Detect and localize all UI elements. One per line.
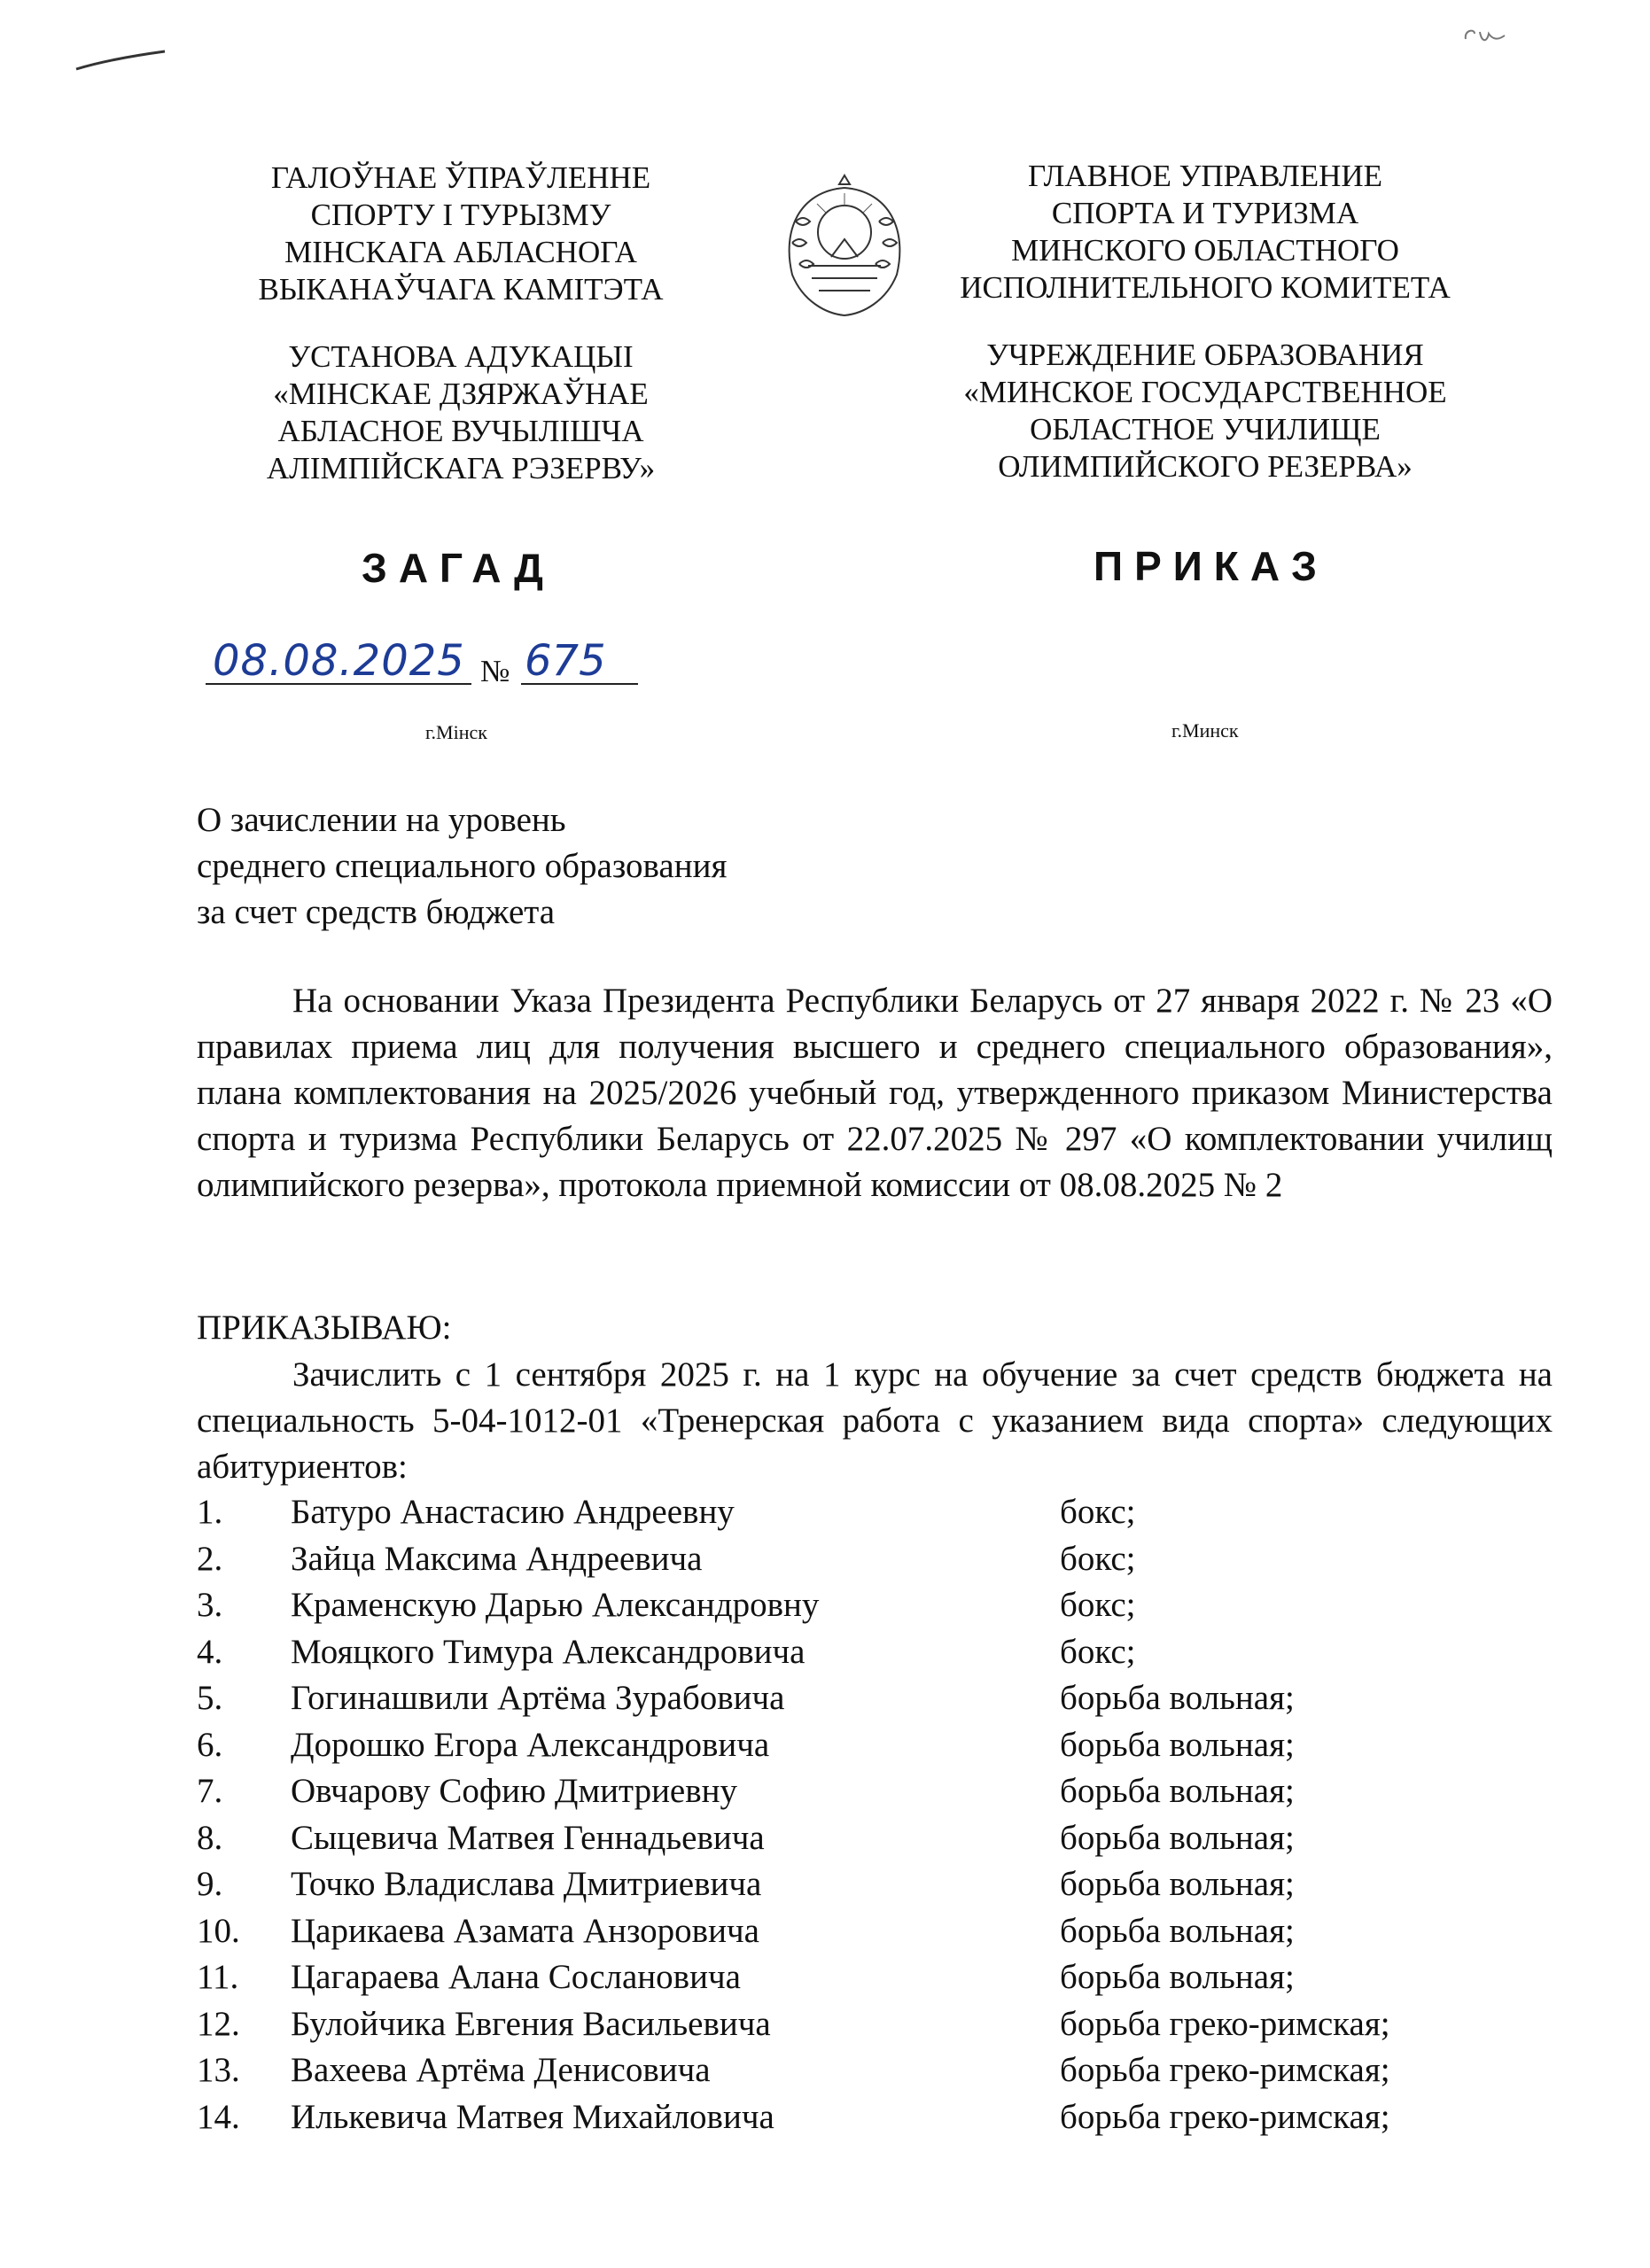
item-number: 2. (197, 1539, 223, 1578)
item-number: 11. (197, 1958, 239, 1996)
subject-line: за счет средств бюджета (197, 893, 556, 931)
order-title-belarusian: ЗАГАД (362, 545, 555, 591)
sport-name: бокс; (1060, 1539, 1136, 1578)
student-name: Цагараева Алана Сослановича (291, 1958, 741, 1996)
order-date-handwritten: 08.08.2025 (213, 636, 465, 686)
student-name: Булойчика Евгения Васильевича (291, 2004, 771, 2043)
header-line: ОЛИМПИЙСКОГО РЕЗЕРВА» (998, 449, 1413, 484)
order-title-russian: ПРИКАЗ (1094, 543, 1328, 589)
order-subject (197, 797, 727, 936)
student-name: Сыцевича Матвея Геннадьевича (291, 1818, 765, 1857)
sport-name: борьба греко-римская; (1060, 2004, 1390, 2043)
order-number-handwritten: 675 (525, 636, 606, 686)
header-line: СПОРТА И ТУРИЗМА (1051, 196, 1359, 230)
item-number: 7. (197, 1772, 223, 1810)
header-line: УСТАНОВА АДУКАЦЫІ (288, 339, 634, 374)
number-sign: № (480, 654, 510, 688)
item-number: 12. (197, 2004, 240, 2043)
sport-name: борьба вольная; (1060, 1818, 1295, 1857)
header-line: МИНСКОГО ОБЛАСТНОГО (1011, 233, 1399, 268)
header-line: ИСПОЛНИТЕЛЬНОГО КОМИТЕТА (960, 270, 1451, 305)
sport-name: борьба вольная; (1060, 1958, 1295, 1996)
student-name: Зайца Максима Андреевича (291, 1539, 703, 1578)
student-name: Краменскую Дарью Александровну (291, 1586, 820, 1624)
student-name: Овчарову Софию Дмитриевну (291, 1772, 738, 1810)
sport-name: борьба вольная; (1060, 1679, 1295, 1717)
header-line: ВЫКАНАЎЧАГА КАМІТЭТА (258, 272, 664, 307)
sport-name: борьба греко-римская; (1060, 2097, 1390, 2136)
header-line: «МИНСКОЕ ГОСУДАРСТВЕННОЕ (963, 375, 1447, 409)
header-line: ОБЛАСТНОЕ УЧИЛИЩЕ (1030, 412, 1381, 447)
sport-name: борьба вольная; (1060, 1911, 1295, 1950)
subject-line: О зачислении на уровень (197, 801, 566, 839)
item-number: 6. (197, 1725, 223, 1764)
sport-name: борьба греко-римская; (1060, 2051, 1390, 2089)
item-number: 3. (197, 1586, 223, 1624)
basis-paragraph: На основании Указа Президента Республики Беларусь от 27 января 2022 г. № 23 «О правилах приема лиц для получения высшего и среднего специального образования», плана комплектования на 2025/2026 учебный год, утвержденного приказом Министерства спорта и туризма Республики Беларусь от 22.07.2025 № 297 «О комплектовании училищ олимпийского резерва», протокола приемной комиссии от 08.08.2025 № 2 (197, 982, 1553, 1204)
header-line: ГЛАВНОЕ УПРАВЛЕНИЕ (1027, 159, 1383, 193)
student-name: Гогинашвили Артёма Зурабовича (291, 1679, 785, 1717)
sport-name: бокс; (1060, 1632, 1136, 1671)
issuer-block-belarusian (222, 159, 700, 308)
header-line: УЧРЕЖДЕНИЕ ОБРАЗОВАНИЯ (986, 338, 1424, 372)
header-line: АБЛАСНОЕ ВУЧЫЛІШЧА (277, 414, 644, 448)
item-number: 1. (197, 1493, 223, 1531)
belarus-emblem-icon (773, 168, 916, 324)
header-line: ГАЛОЎНАЕ ЎПРАЎЛЕННЕ (270, 160, 651, 195)
header-line: АЛІМПІЙСКАГА РЭЗЕРВУ» (266, 451, 656, 485)
item-number: 9. (197, 1865, 223, 1903)
institution-block-russian (922, 337, 1489, 485)
item-number: 5. (197, 1679, 223, 1717)
item-number: 8. (197, 1818, 223, 1857)
handwritten-initials-mark (1462, 23, 1508, 50)
student-name: Царикаева Азамата Анзоровича (291, 1911, 759, 1950)
enrollment-paragraph: Зачислить с 1 сентября 2025 г. на 1 курс на обучение за счет средств бюджета на специальность 5-04-1012-01 «Тренерская работа с указанием вида спорта» следующих абитуриентов: (197, 1355, 1553, 1486)
header-line: «МІНСКАЕ ДЗЯРЖАЎНАЕ (273, 377, 649, 411)
city-belarusian: г.Мінск (425, 721, 487, 743)
institution-block-belarusian (222, 338, 700, 487)
student-name: Илькевича Матвея Михайловича (291, 2097, 774, 2136)
student-name: Батуро Анастасию Андреевну (291, 1493, 735, 1531)
student-name: Вахеева Артёма Денисовича (291, 2051, 711, 2089)
sport-name: бокс; (1060, 1493, 1136, 1531)
subject-line: среднего специального образования (197, 847, 728, 885)
student-name: Дорошко Егора Александровича (291, 1725, 770, 1764)
city-russian: г.Минск (1171, 719, 1239, 742)
item-number: 14. (197, 2097, 240, 2136)
number-underline (521, 683, 638, 685)
orders-keyword: ПРИКАЗЫВАЮ: (197, 1309, 452, 1347)
student-name: Точко Владислава Дмитриевича (291, 1865, 762, 1903)
issuer-block-russian (922, 158, 1489, 307)
header-line: МІНСКАГА АБЛАСНОГА (284, 235, 637, 269)
header-line: СПОРТУ І ТУРЫЗМУ (310, 198, 611, 232)
date-underline (206, 683, 471, 685)
sport-name: борьба вольная; (1060, 1865, 1295, 1903)
student-name: Мояцкого Тимура Александровича (291, 1632, 806, 1671)
sport-name: борьба вольная; (1060, 1772, 1295, 1810)
sport-name: борьба вольная; (1060, 1725, 1295, 1764)
item-number: 4. (197, 1632, 223, 1671)
sport-name: бокс; (1060, 1586, 1136, 1624)
item-number: 10. (197, 1911, 240, 1950)
pen-stroke-mark (73, 48, 168, 74)
item-number: 13. (197, 2051, 240, 2089)
